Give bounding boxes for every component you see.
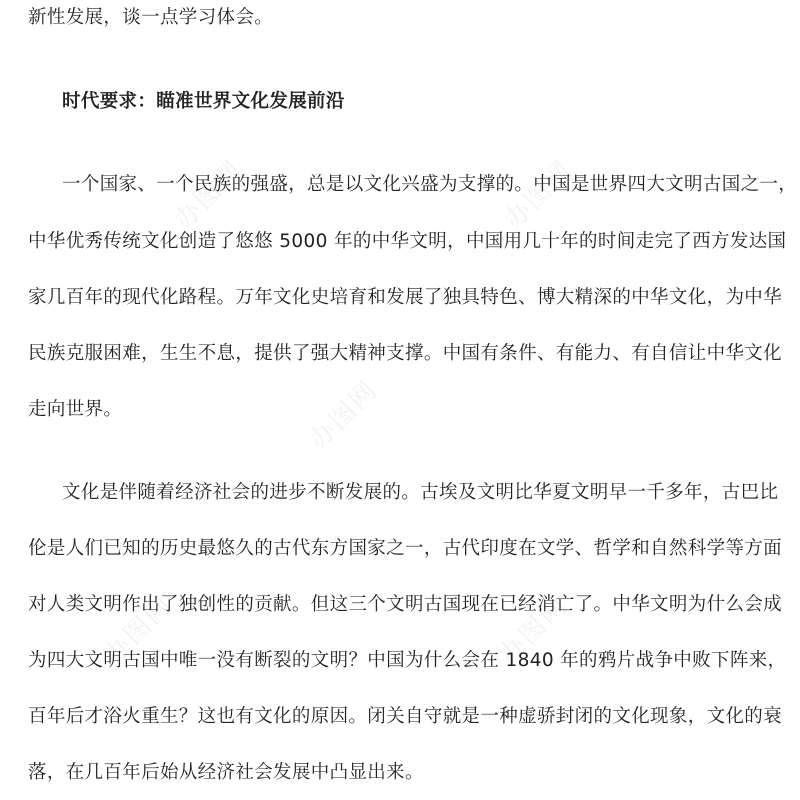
watermark-text: 办图网: [98, 589, 180, 671]
paragraph-line: 民族克服困难，生生不息，提供了强大精神支撑。中国有条件、有能力、有自信让中华文化: [28, 343, 783, 364]
paragraph-line: 百年后才浴火重生？这也有文化的原因。闭关自守就是一种虚骄封闭的文化现象，文化的衰: [28, 706, 783, 727]
paragraph-line: 家几百年的现代化路程。万年文化史培育和发展了独具特色、博大精深的中华文化，为中华: [28, 287, 783, 308]
watermark-text: 办图网: [498, 154, 580, 236]
paragraph-line: 文化是伴随着经济社会的进步不断发展的。古埃及文明比华夏文明早一千多年，古巴比: [62, 482, 779, 503]
watermark-text: 办图网: [493, 589, 575, 671]
paragraph-line: 伦是人们已知的历史最悠久的古代东方国家之一，古代印度在文学、哲学和自然科学等方面: [28, 538, 783, 559]
watermark-text: 办图网: [168, 154, 250, 236]
watermark-text: 办图网: [303, 374, 385, 456]
section-heading: 时代要求：瞄准世界文化发展前沿: [62, 91, 345, 112]
intro-fragment: 新性发展，谈一点学习体会。: [28, 7, 274, 28]
paragraph-line: 为四大文明古国中唯一没有断裂的文明？中国为什么会在 1840 年的鸦片战争中败下阵来，: [28, 650, 787, 671]
paragraph-line: 中华优秀传统文化创造了悠悠 5000 年的中华文明，中国用几十年的时间走完了西方发达国: [28, 231, 787, 252]
paragraph-line: 落，在几百年后始从经济社会发展中凸显出来。: [28, 762, 424, 783]
paragraph-line: 一个国家、一个民族的强盛，总是以文化兴盛为支撑的。中国是世界四大文明古国之一，: [62, 174, 798, 195]
paragraph-line: 走向世界。: [28, 399, 123, 420]
paragraph-line: 对人类文明作出了独创性的贡献。但这三个文明古国现在已经消亡了。中华文明为什么会成: [28, 594, 783, 615]
